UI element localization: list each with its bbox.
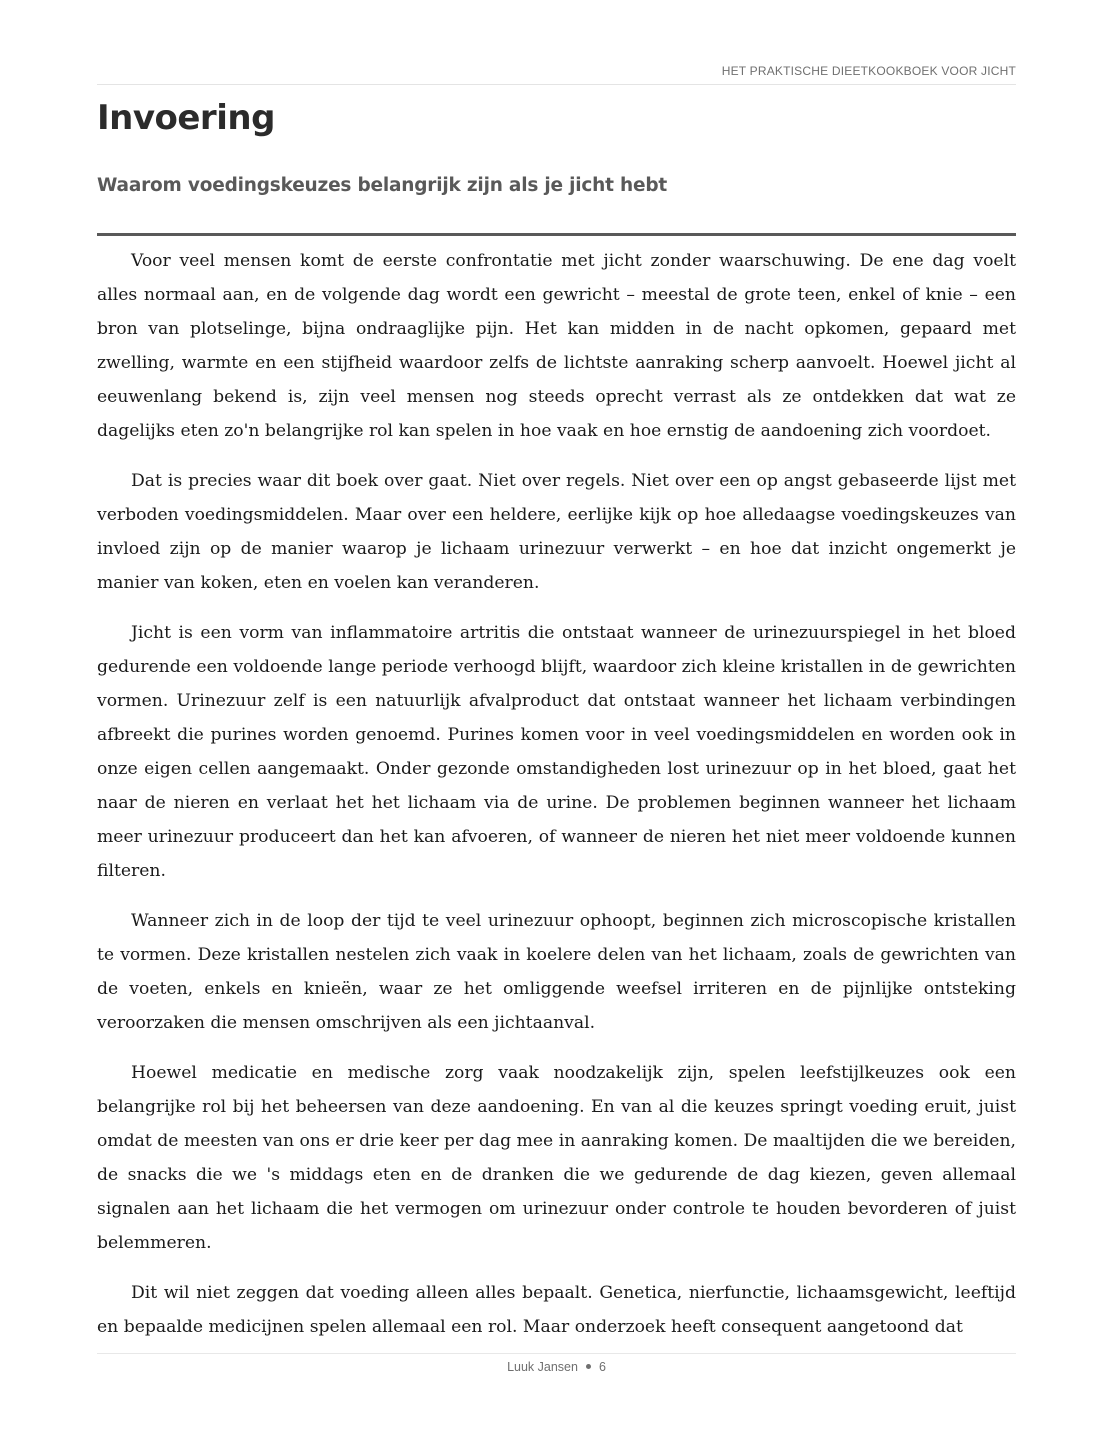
title-divider: [97, 233, 1016, 236]
chapter-title: Invoering: [97, 98, 275, 138]
page-number: 6: [598, 1360, 606, 1374]
body-text: [97, 244, 1016, 1360]
paragraph: Jicht is een vorm van inflammatoire artritis die ontstaat wanneer de urinezuurspiegel in het bloed gedurende een voldoende lange periode verhoogd blijft, waardoor zich kleine kristallen in de gewrichten vormen. Urinezuur zelf is een natuurlijk afvalproduct dat ontstaat wanneer het lichaam verbindingen afbreekt die purines worden genoemd. Purines komen voor in veel voedingsmiddelen en worden ook in onze eigen cellen aangemaakt. Onder gezonde omstandigheden lost urinezuur op in het bloed, gaat het naar de nieren en verlaat het het lichaam via de urine. De problemen beginnen wanneer het lichaam meer urinezuur produceert dan het kan afvoeren, of wanneer de nieren het niet meer voldoende kunnen filteren.: [97, 623, 1016, 881]
bullet-separator-icon: [586, 1364, 591, 1369]
footer-divider: [97, 1353, 1016, 1354]
paragraph: Dat is precies waar dit boek over gaat. Niet over regels. Niet over een op angst gebaseerde lijst met verboden voedingsmiddelen. Maar over een heldere, eerlijke kijk op hoe alledaagse voedingskeuzes van invloed zijn op de manier waarop je lichaam urinezuur verwerkt – en hoe dat inzicht ongemerkt je manier van koken, eten en voelen kan veranderen.: [97, 471, 1016, 593]
footer-author: Luuk Jansen: [507, 1360, 578, 1374]
page-footer: [0, 1360, 1113, 1374]
paragraph: Dit wil niet zeggen dat voeding alleen alles bepaalt. Genetica, nierfunctie, lichaamsgewicht, leeftijd en bepaalde medicijnen spelen allemaal een rol. Maar onderzoek heeft consequent aangetoond dat: [97, 1283, 1016, 1337]
paragraph: Wanneer zich in de loop der tijd te veel urinezuur ophoopt, beginnen zich microscopische kristallen te vormen. Deze kristallen nestelen zich vaak in koelere delen van het lichaam, zoals de gewrichten van de voeten, enkels en knieën, waar ze het omliggende weefsel irriteren en de pijnlijke ontsteking veroorzaken die mensen omschrijven als een jichtaanval.: [97, 911, 1016, 1033]
paragraph: Voor veel mensen komt de eerste confrontatie met jicht zonder waarschuwing. De ene dag voelt alles normaal aan, en de volgende dag wordt een gewricht – meestal de grote teen, enkel of knie – een bron van plotselinge, bijna ondraaglijke pijn. Het kan midden in de nacht opkomen, gepaard met zwelling, warmte en een stijfheid waardoor zelfs de lichtste aanraking scherp aanvoelt. Hoewel jicht al eeuwenlang bekend is, zijn veel mensen nog steeds oprecht verrast als ze ontdekken dat wat ze dagelijks eten zo'n belangrijke rol kan spelen in hoe vaak en hoe ernstig de aandoening zich voordoet.: [97, 251, 1016, 441]
chapter-subtitle: Waarom voedingskeuzes belangrijk zijn als je jicht hebt: [97, 175, 668, 196]
paragraph: Hoewel medicatie en medische zorg vaak noodzakelijk zijn, spelen leefstijlkeuzes ook een belangrijke rol bij het beheersen van deze aandoening. En van al die keuzes springt voeding eruit, juist omdat de meesten van ons er drie keer per dag mee in aanraking komen. De maaltijden die we bereiden, de snacks die we 's middags eten en de dranken die we gedurende de dag kiezen, geven allemaal signalen aan het lichaam die het vermogen om urinezuur onder controle te houden bevorderen of juist belemmeren.: [97, 1063, 1016, 1253]
running-header: HET PRAKTISCHE DIEETKOOKBOEK VOOR JICHT: [721, 64, 1016, 78]
header-divider: [97, 84, 1016, 85]
